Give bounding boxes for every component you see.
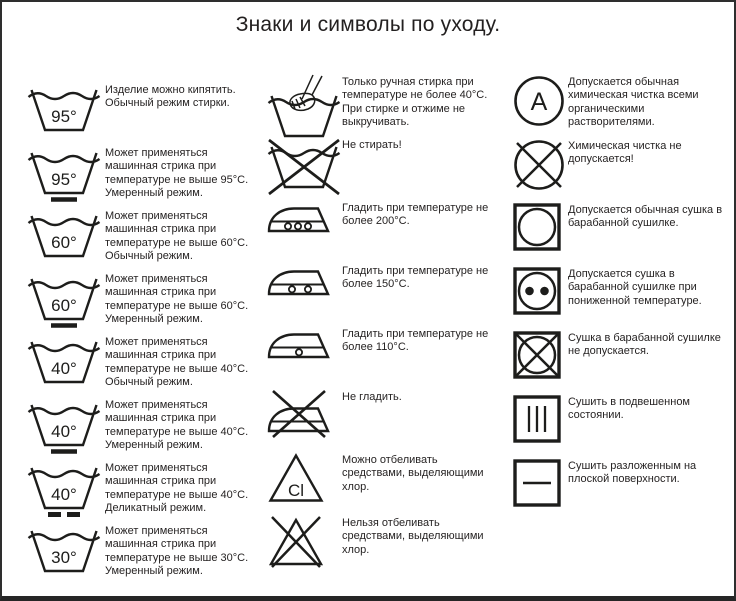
care-row (27, 145, 267, 208)
svg-text:40°: 40° (51, 422, 77, 441)
care-text: Допускается обычная сушка в барабанной сушилке. (568, 204, 723, 230)
care-text: Нельзя отбеливать средствами, выделяющими хлор. (342, 517, 484, 556)
no-dry-clean-circle-icon (512, 138, 568, 192)
care-row (27, 334, 267, 397)
care-row (512, 330, 730, 394)
hang-dry-icon (512, 394, 568, 444)
care-row (267, 200, 512, 263)
care-row (512, 394, 730, 458)
care-row (512, 458, 730, 522)
care-text: Гладить при температуре не более 150°C. (342, 265, 489, 291)
flat-dry-icon (512, 458, 568, 508)
care-text: Может применяться машинная стрика при температуре не выше 40°C. Умеренный режим. (105, 399, 249, 451)
care-row (267, 263, 512, 326)
care-text: Может применяться машинная стрика при температуре не выше 60°C. Умеренный режим. (105, 273, 249, 325)
column-dry-cleaning-drying (512, 74, 730, 586)
bleach-triangle-icon (267, 452, 342, 504)
wash-tub-icon (27, 145, 105, 205)
care-text: Может применяться машинная стрика при температуре не выше 60°C. Обычный режим. (105, 210, 249, 262)
care-row (267, 137, 512, 200)
iron-icon (267, 200, 342, 236)
care-row (267, 452, 512, 515)
care-text: Не гладить. (342, 391, 402, 403)
care-row (512, 202, 730, 266)
svg-text:30°: 30° (51, 548, 77, 567)
page-title: Знаки и символы по уходу. (235, 13, 501, 36)
wash-tub-icon (27, 271, 105, 331)
svg-text:60°: 60° (51, 296, 77, 315)
tumble-dry-icon (512, 330, 568, 380)
care-text: Сушка в барабанной сушилке не допускается. (568, 332, 721, 358)
tumble-dry-icon (512, 202, 568, 252)
care-row (267, 515, 512, 578)
care-row (267, 389, 512, 452)
care-text: Гладить при температуре не более 200°C. (342, 202, 489, 228)
care-text: Только ручная стирка при температуре не более 40°C. При стирке и отжиме не выкручивать. (342, 76, 488, 128)
care-row (512, 138, 730, 202)
iron-icon (267, 263, 342, 299)
care-row (27, 397, 267, 460)
care-text: Гладить при температуре не более 110°C. (342, 328, 489, 354)
svg-text:95°: 95° (51, 107, 77, 126)
care-text: Может применяться машинная стрика при температуре не выше 95°C. Умеренный режим. (105, 147, 249, 199)
dry-clean-circle-icon (512, 74, 568, 128)
tumble-dry-icon (512, 266, 568, 316)
care-row (27, 82, 267, 145)
care-row (27, 460, 267, 523)
hand-wash-tub-icon (267, 74, 342, 140)
care-text: Допускается обычная химическая чистка всеми органическими растворителями. (568, 76, 699, 128)
care-row (27, 523, 267, 586)
svg-text:95°: 95° (51, 170, 77, 189)
column-washing (27, 74, 267, 586)
care-text: Сушить разложенным на плоской поверхности. (568, 460, 697, 486)
svg-text:A: A (530, 88, 548, 116)
column-hand-wash-iron-bleach (267, 74, 512, 586)
wash-tub-icon (27, 460, 105, 520)
wash-tub-icon (27, 208, 105, 268)
care-row (27, 208, 267, 271)
care-text: Изделие можно кипятить. Обычный режим стирки. (105, 84, 236, 110)
iron-icon (267, 326, 342, 362)
svg-text:60°: 60° (51, 233, 77, 252)
no-bleach-triangle-icon (267, 515, 342, 569)
care-text: Сушить в подвешенном состоянии. (568, 396, 690, 422)
wash-tub-icon (27, 397, 105, 457)
care-text: Может применяться машинная стрика при температуре не выше 40°C. Деликатный режим. (105, 462, 249, 514)
care-text: Допускается сушка в барабанной сушилке при пониженной температуре. (568, 268, 702, 307)
wash-tub-icon (27, 82, 105, 142)
care-text: Можно отбеливать средствами, выделяющими хлор. (342, 454, 484, 493)
care-text: Химическая чистка не допускается! (568, 140, 682, 166)
no-wash-tub-icon (267, 137, 342, 197)
svg-text:40°: 40° (51, 359, 77, 378)
care-symbols-table (27, 74, 730, 586)
care-row (512, 266, 730, 330)
care-text: Может применяться машинная стрика при температуре не выше 40°C. Обычный режим. (105, 336, 249, 388)
wash-tub-icon (27, 334, 105, 394)
no-iron-icon (267, 389, 342, 439)
care-row (512, 74, 730, 138)
care-row (267, 326, 512, 389)
care-row (267, 74, 512, 137)
care-text: Может применяться машинная стрика при температуре не выше 30°C. Умеренный режим. (105, 525, 249, 577)
svg-text:40°: 40° (51, 485, 77, 504)
svg-text:Cl: Cl (287, 481, 305, 500)
care-row (27, 271, 267, 334)
care-text: Не стирать! (342, 139, 402, 151)
wash-tub-icon (27, 523, 105, 583)
